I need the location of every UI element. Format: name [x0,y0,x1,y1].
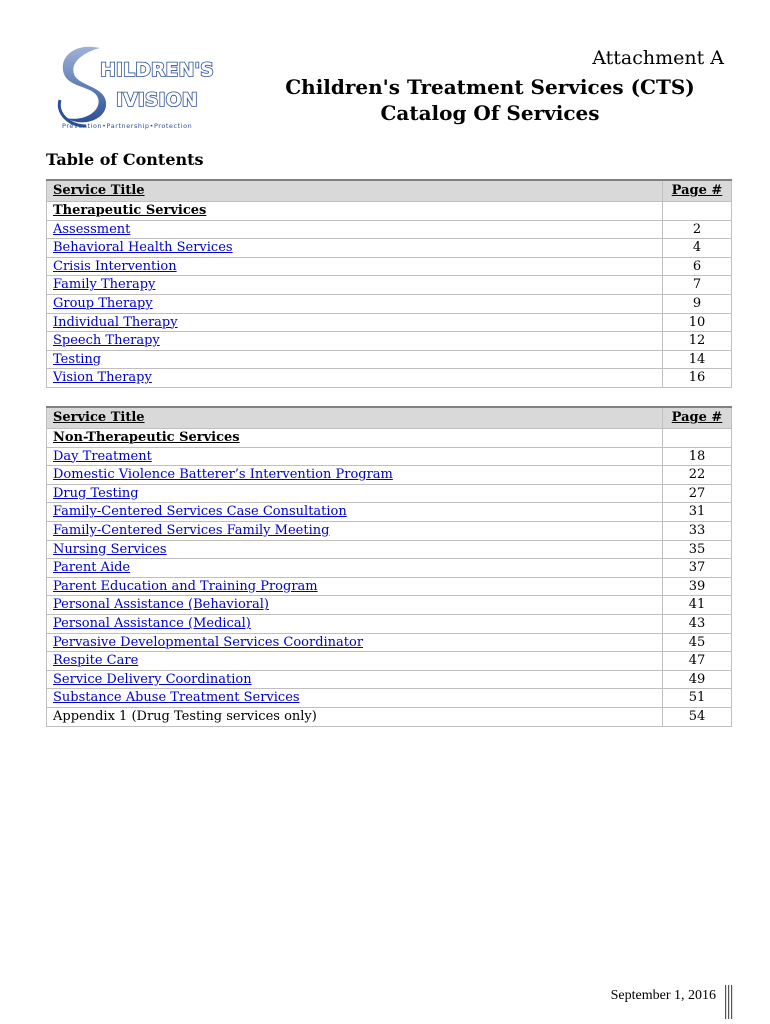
toc-link-service-delivery-coordination[interactable]: Service Delivery Coordination [53,671,252,687]
page-number: 22 [663,466,732,485]
toc-link-personal-assistance-behavioral[interactable]: Personal Assistance (Behavioral) [53,597,269,613]
table-row [47,689,732,708]
page-number: 37 [663,559,732,578]
footer-date: September 1, 2016 [610,988,716,1003]
column-header-page: Page # [663,407,732,429]
table-row [47,559,732,578]
table-row [47,332,732,351]
page-subtitle: Catalog Of Services [380,101,600,125]
toc-link-pervasive-developmental[interactable]: Pervasive Developmental Services Coordinator [53,634,364,650]
page-number: 49 [663,670,732,689]
page-number: 43 [663,614,732,633]
attachment-label: Attachment A [592,47,724,69]
page-number: 4 [663,239,732,258]
section-page-cell [663,202,732,221]
table-row [47,350,732,369]
column-header-page: Page # [663,180,732,202]
logo-tagline: Prevention•Partnership•Protection [62,122,193,130]
page-number: 6 [663,257,732,276]
toc-link-day-treatment[interactable]: Day Treatment [53,448,152,464]
table-row [47,294,732,313]
page-number: 35 [663,540,732,559]
page-number: 18 [663,447,732,466]
section-row [47,429,732,448]
toc-link-testing[interactable]: Testing [53,351,102,367]
childrens-division-logo [56,44,236,130]
section-row [47,202,732,221]
toc-link-parent-education[interactable]: Parent Education and Training Program [53,578,318,594]
section-title: Non-Therapeutic Services [47,429,663,448]
page-number: 45 [663,633,732,652]
table-row [47,577,732,596]
page-number: 7 [663,276,732,295]
toc-link-fcs-family-meeting[interactable]: Family-Centered Services Family Meeting [53,522,330,538]
page-number: 31 [663,503,732,522]
table-header-row [47,407,732,429]
toc-link-nursing-services[interactable]: Nursing Services [53,541,167,557]
table-row [47,484,732,503]
table-row [47,707,732,726]
column-header-service-title: Service Title [47,407,663,429]
page-number: 9 [663,294,732,313]
toc-link-assessment[interactable]: Assessment [53,221,131,237]
table-row [47,596,732,615]
table-row [47,220,732,239]
section-page-cell [663,429,732,448]
toc-link-family-therapy[interactable]: Family Therapy [53,277,156,293]
page-number: 39 [663,577,732,596]
toc-link-individual-therapy[interactable]: Individual Therapy [53,314,178,330]
page-title: Children's Treatment Services (CTS) [285,75,695,99]
page-number: 41 [663,596,732,615]
page-number: 2 [663,220,732,239]
non-therapeutic-services-table [46,406,732,727]
table-row [47,313,732,332]
toc-link-domestic-violence-program[interactable]: Domestic Violence Batterer’s Intervention Program [53,467,393,483]
table-header-row [47,180,732,202]
page-number: 47 [663,652,732,671]
toc-link-speech-therapy[interactable]: Speech Therapy [53,333,160,349]
toc-heading: Table of Contents [46,150,204,169]
therapeutic-services-table [46,179,732,388]
toc-link-drug-testing[interactable]: Drug Testing [53,485,139,501]
table-row [47,540,732,559]
page-number: 12 [663,332,732,351]
table-row [47,503,732,522]
table-row [47,276,732,295]
table-row [47,466,732,485]
toc-link-group-therapy[interactable]: Group Therapy [53,295,153,311]
table-row [47,652,732,671]
page-number: 33 [663,521,732,540]
page-number: 51 [663,689,732,708]
table-row [47,670,732,689]
page-number: 14 [663,350,732,369]
logo-text-bottom: IVISION [116,89,198,111]
toc-link-substance-abuse-treatment[interactable]: Substance Abuse Treatment Services [53,690,300,706]
page-number: 16 [663,369,732,388]
toc-link-respite-care[interactable]: Respite Care [53,653,139,669]
section-title: Therapeutic Services [47,202,663,221]
table-row [47,239,732,258]
toc-link-crisis-intervention[interactable]: Crisis Intervention [53,258,177,274]
logo-text-top: HILDREN'S [100,59,214,81]
toc-link-behavioral-health-services[interactable]: Behavioral Health Services [53,240,233,256]
column-header-service-title: Service Title [47,180,663,202]
table-row [47,521,732,540]
page-number: 54 [663,707,732,726]
toc-link-fcs-case-consultation[interactable]: Family-Centered Services Case Consultation [53,504,347,520]
table-row [47,633,732,652]
toc-link-parent-aide[interactable]: Parent Aide [53,560,131,576]
appendix-title: Appendix 1 (Drug Testing services only) [47,707,663,726]
page-number: 10 [663,313,732,332]
toc-link-vision-therapy[interactable]: Vision Therapy [53,370,152,386]
page-number: 27 [663,484,732,503]
table-row [47,447,732,466]
table-row [47,369,732,388]
page-edge-marks [724,985,734,1019]
table-row [47,257,732,276]
toc-link-personal-assistance-medical[interactable]: Personal Assistance (Medical) [53,615,251,631]
table-row [47,614,732,633]
